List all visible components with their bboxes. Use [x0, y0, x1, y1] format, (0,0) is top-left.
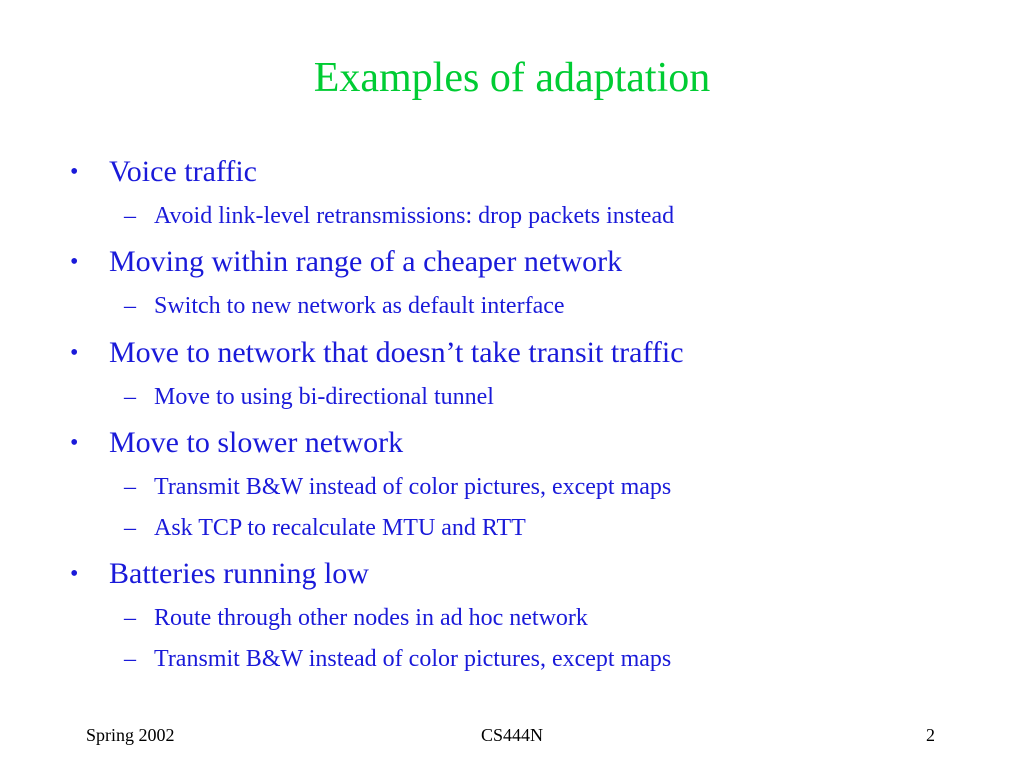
- sub-bullet-marker: –: [124, 515, 136, 541]
- sub-bullet-text: Transmit B&W instead of color pictures, except maps: [154, 646, 672, 672]
- footer-date: Spring 2002: [86, 725, 175, 745]
- slide-title: Examples of adaptation: [313, 55, 711, 101]
- bullet-marker: •: [70, 249, 79, 275]
- bullet-marker: •: [70, 340, 79, 366]
- bullet-text: Voice traffic: [109, 155, 257, 188]
- footer-page-number: 2: [926, 725, 935, 745]
- bullet-text: Move to network that doesn’t take transit traffic: [109, 336, 684, 369]
- sub-bullet-marker: –: [124, 605, 136, 631]
- sub-bullet-text: Avoid link-level retransmissions: drop packets instead: [154, 203, 675, 229]
- sub-bullet-text: Transmit B&W instead of color pictures, except maps: [154, 474, 672, 500]
- sub-bullet-text: Route through other nodes in ad hoc network: [154, 605, 588, 631]
- bullet-marker: •: [70, 561, 79, 587]
- bullet-text: Batteries running low: [109, 557, 369, 590]
- sub-bullet-marker: –: [124, 384, 136, 410]
- sub-bullet-text: Ask TCP to recalculate MTU and RTT: [154, 515, 526, 541]
- bullet-marker: •: [70, 159, 79, 185]
- footer-course: CS444N: [480, 725, 543, 745]
- sub-bullet-marker: –: [124, 203, 136, 229]
- sub-bullet-marker: –: [124, 474, 136, 500]
- bullet-text: Move to slower network: [109, 426, 404, 459]
- sub-bullet-marker: –: [124, 646, 136, 672]
- sub-bullet-text: Switch to new network as default interface: [154, 293, 565, 319]
- bullet-text: Moving within range of a cheaper network: [109, 245, 623, 278]
- sub-bullet-marker: –: [124, 293, 136, 319]
- sub-bullet-text: Move to using bi-directional tunnel: [154, 384, 494, 410]
- bullet-marker: •: [70, 430, 79, 456]
